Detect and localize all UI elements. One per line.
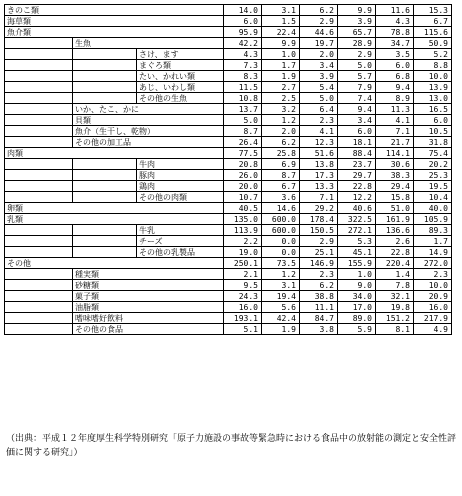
indent-cell	[73, 93, 137, 104]
table-row	[5, 126, 452, 137]
table-row	[5, 280, 452, 291]
table-row	[5, 159, 452, 170]
value-cell: 6.9	[262, 159, 300, 170]
value-cell: 1.2	[262, 269, 300, 280]
indent-cell	[73, 49, 137, 60]
row-label: その他の生魚	[137, 93, 224, 104]
value-cell: 8.8	[414, 60, 452, 71]
table-row	[5, 93, 452, 104]
indent-cell	[5, 49, 73, 60]
row-label: いか、たこ、かに	[73, 104, 224, 115]
value-cell: 9.4	[376, 82, 414, 93]
row-label: 豚肉	[137, 170, 224, 181]
indent-cell	[5, 159, 73, 170]
value-cell: 10.8	[224, 93, 262, 104]
table-row	[5, 313, 452, 324]
value-cell: 7.9	[338, 82, 376, 93]
value-cell: 2.7	[262, 82, 300, 93]
value-cell: 150.5	[300, 225, 338, 236]
value-cell: 7.1	[376, 126, 414, 137]
indent-cell	[73, 192, 137, 203]
value-cell: 1.5	[262, 16, 300, 27]
value-cell: 113.9	[224, 225, 262, 236]
value-cell: 29.2	[300, 203, 338, 214]
value-cell: 6.0	[414, 115, 452, 126]
value-cell: 20.2	[414, 159, 452, 170]
indent-cell	[73, 236, 137, 247]
value-cell: 2.0	[300, 49, 338, 60]
table-body	[5, 5, 452, 335]
value-cell: 65.7	[338, 27, 376, 38]
row-label: その他の肉類	[137, 192, 224, 203]
value-cell: 5.3	[338, 236, 376, 247]
row-label: 油脂類	[73, 302, 224, 313]
value-cell: 25.1	[300, 247, 338, 258]
value-cell: 5.1	[224, 324, 262, 335]
indent-cell	[73, 159, 137, 170]
value-cell: 44.6	[300, 27, 338, 38]
indent-cell	[5, 104, 73, 115]
value-cell: 22.8	[338, 181, 376, 192]
value-cell: 14.6	[262, 203, 300, 214]
value-cell: 6.0	[376, 60, 414, 71]
value-cell: 8.1	[376, 324, 414, 335]
value-cell: 7.3	[224, 60, 262, 71]
value-cell: 73.5	[262, 258, 300, 269]
value-cell: 4.9	[414, 324, 452, 335]
value-cell: 20.0	[224, 181, 262, 192]
indent-cell	[73, 60, 137, 71]
value-cell: 272.0	[414, 258, 452, 269]
value-cell: 20.9	[414, 291, 452, 302]
value-cell: 250.1	[224, 258, 262, 269]
value-cell: 22.8	[376, 247, 414, 258]
value-cell: 13.8	[300, 159, 338, 170]
value-cell: 7.8	[376, 280, 414, 291]
table-row	[5, 16, 452, 27]
row-label: 貝類	[73, 115, 224, 126]
value-cell: 88.4	[338, 148, 376, 159]
value-cell: 136.6	[376, 225, 414, 236]
value-cell: 51.6	[300, 148, 338, 159]
value-cell: 2.9	[338, 49, 376, 60]
value-cell: 600.0	[262, 214, 300, 225]
value-cell: 11.6	[376, 5, 414, 16]
value-cell: 34.7	[376, 38, 414, 49]
value-cell: 15.8	[376, 192, 414, 203]
value-cell: 600.0	[262, 225, 300, 236]
value-cell: 28.9	[338, 38, 376, 49]
value-cell: 2.6	[376, 236, 414, 247]
value-cell: 10.7	[224, 192, 262, 203]
value-cell: 40.6	[338, 203, 376, 214]
row-label: 牛肉	[137, 159, 224, 170]
indent-cell	[5, 269, 73, 280]
value-cell: 2.1	[224, 269, 262, 280]
source-note: （出典：平成１２年度厚生科学特別研究「原子力施設の事故等緊急時における食品中の放射能の測定と安全性評価に関する研究」）	[6, 434, 457, 458]
value-cell: 2.0	[262, 126, 300, 137]
value-cell: 3.5	[376, 49, 414, 60]
value-cell: 8.7	[262, 170, 300, 181]
value-cell: 30.6	[376, 159, 414, 170]
row-label: 砂糖類	[73, 280, 224, 291]
value-cell: 21.7	[376, 137, 414, 148]
value-cell: 75.4	[414, 148, 452, 159]
value-cell: 42.2	[224, 38, 262, 49]
table-row	[5, 258, 452, 269]
indent-cell	[5, 302, 73, 313]
indent-cell	[5, 313, 73, 324]
value-cell: 14.9	[414, 247, 452, 258]
value-cell: 1.9	[262, 324, 300, 335]
value-cell: 40.5	[224, 203, 262, 214]
row-label: 鶏肉	[137, 181, 224, 192]
value-cell: 18.1	[338, 137, 376, 148]
row-label: その他の加工品	[73, 137, 224, 148]
value-cell: 19.4	[262, 291, 300, 302]
value-cell: 8.9	[376, 93, 414, 104]
value-cell: 38.8	[300, 291, 338, 302]
value-cell: 6.4	[300, 104, 338, 115]
value-cell: 161.9	[376, 214, 414, 225]
table-row	[5, 148, 452, 159]
indent-cell	[5, 137, 73, 148]
indent-cell	[5, 324, 73, 335]
value-cell: 6.7	[414, 16, 452, 27]
table-row	[5, 60, 452, 71]
table-row	[5, 247, 452, 258]
value-cell: 1.4	[376, 269, 414, 280]
value-cell: 9.9	[338, 5, 376, 16]
value-cell: 4.1	[376, 115, 414, 126]
value-cell: 40.0	[414, 203, 452, 214]
value-cell: 0.0	[262, 247, 300, 258]
value-cell: 155.9	[338, 258, 376, 269]
value-cell: 2.3	[300, 269, 338, 280]
value-cell: 42.4	[262, 313, 300, 324]
row-label: 生魚	[73, 38, 224, 49]
value-cell: 6.2	[300, 5, 338, 16]
indent-cell	[5, 38, 73, 49]
value-cell: 9.0	[338, 280, 376, 291]
value-cell: 50.9	[414, 38, 452, 49]
value-cell: 11.3	[376, 104, 414, 115]
value-cell: 3.6	[262, 192, 300, 203]
value-cell: 9.4	[338, 104, 376, 115]
value-cell: 3.1	[262, 280, 300, 291]
row-label: 乳類	[5, 214, 224, 225]
value-cell: 51.0	[376, 203, 414, 214]
value-cell: 3.2	[262, 104, 300, 115]
value-cell: 32.1	[376, 291, 414, 302]
row-label: あじ、いわし類	[137, 82, 224, 93]
table-row	[5, 225, 452, 236]
value-cell: 2.2	[224, 236, 262, 247]
value-cell: 19.5	[414, 181, 452, 192]
row-label: チーズ	[137, 236, 224, 247]
value-cell: 3.4	[338, 115, 376, 126]
value-cell: 77.5	[224, 148, 262, 159]
value-cell: 114.1	[376, 148, 414, 159]
value-cell: 1.7	[262, 60, 300, 71]
value-cell: 6.0	[224, 16, 262, 27]
food-intake-table	[4, 4, 452, 335]
value-cell: 13.7	[224, 104, 262, 115]
value-cell: 272.1	[338, 225, 376, 236]
value-cell: 13.3	[300, 181, 338, 192]
value-cell: 16.0	[414, 302, 452, 313]
table-row	[5, 82, 452, 93]
value-cell: 29.7	[338, 170, 376, 181]
indent-cell	[5, 291, 73, 302]
value-cell: 6.7	[262, 181, 300, 192]
table-row	[5, 71, 452, 82]
indent-cell	[5, 82, 73, 93]
value-cell: 115.6	[414, 27, 452, 38]
value-cell: 220.4	[376, 258, 414, 269]
value-cell: 6.8	[376, 71, 414, 82]
value-cell: 5.0	[300, 93, 338, 104]
indent-cell	[5, 236, 73, 247]
value-cell: 5.4	[300, 82, 338, 93]
value-cell: 12.3	[300, 137, 338, 148]
table-row	[5, 104, 452, 115]
row-label: きのこ類	[5, 5, 224, 16]
value-cell: 89.0	[338, 313, 376, 324]
value-cell: 6.0	[338, 126, 376, 137]
indent-cell	[73, 71, 137, 82]
value-cell: 14.0	[224, 5, 262, 16]
table-row	[5, 137, 452, 148]
row-label: 肉類	[5, 148, 224, 159]
value-cell: 178.4	[300, 214, 338, 225]
row-label: 種実類	[73, 269, 224, 280]
value-cell: 2.9	[300, 16, 338, 27]
value-cell: 322.5	[338, 214, 376, 225]
value-cell: 3.8	[300, 324, 338, 335]
value-cell: 9.5	[224, 280, 262, 291]
table-row	[5, 203, 452, 214]
value-cell: 10.5	[414, 126, 452, 137]
table-row	[5, 324, 452, 335]
row-label: 海草類	[5, 16, 224, 27]
value-cell: 84.7	[300, 313, 338, 324]
value-cell: 25.3	[414, 170, 452, 181]
value-cell: 4.3	[224, 49, 262, 60]
indent-cell	[5, 280, 73, 291]
value-cell: 19.7	[300, 38, 338, 49]
value-cell: 3.4	[300, 60, 338, 71]
row-label: たい、かれい類	[137, 71, 224, 82]
row-label: その他の乳製品	[137, 247, 224, 258]
indent-cell	[73, 247, 137, 258]
value-cell: 19.0	[224, 247, 262, 258]
table-row	[5, 49, 452, 60]
value-cell: 17.3	[300, 170, 338, 181]
indent-cell	[73, 181, 137, 192]
row-label: さけ、ます	[137, 49, 224, 60]
value-cell: 45.1	[338, 247, 376, 258]
value-cell: 10.0	[414, 71, 452, 82]
indent-cell	[5, 247, 73, 258]
table-row	[5, 181, 452, 192]
value-cell: 6.2	[262, 137, 300, 148]
value-cell: 10.0	[414, 280, 452, 291]
value-cell: 105.9	[414, 214, 452, 225]
indent-cell	[5, 192, 73, 203]
value-cell: 4.3	[376, 16, 414, 27]
indent-cell	[5, 126, 73, 137]
value-cell: 13.0	[414, 93, 452, 104]
value-cell: 31.8	[414, 137, 452, 148]
value-cell: 9.9	[262, 38, 300, 49]
indent-cell	[5, 181, 73, 192]
value-cell: 1.9	[262, 71, 300, 82]
value-cell: 12.2	[338, 192, 376, 203]
table-row	[5, 192, 452, 203]
value-cell: 11.5	[224, 82, 262, 93]
value-cell: 2.5	[262, 93, 300, 104]
value-cell: 2.3	[414, 269, 452, 280]
row-label: その他	[5, 258, 224, 269]
value-cell: 151.2	[376, 313, 414, 324]
table-row	[5, 214, 452, 225]
value-cell: 6.2	[300, 280, 338, 291]
table-row	[5, 5, 452, 16]
value-cell: 10.4	[414, 192, 452, 203]
indent-cell	[5, 225, 73, 236]
value-cell: 13.9	[414, 82, 452, 93]
value-cell: 5.7	[338, 71, 376, 82]
value-cell: 78.8	[376, 27, 414, 38]
row-label: まぐろ類	[137, 60, 224, 71]
value-cell: 2.3	[300, 115, 338, 126]
value-cell: 95.9	[224, 27, 262, 38]
value-cell: 38.3	[376, 170, 414, 181]
value-cell: 5.9	[338, 324, 376, 335]
value-cell: 7.1	[300, 192, 338, 203]
table-row	[5, 291, 452, 302]
value-cell: 1.2	[262, 115, 300, 126]
row-label: 嗜味嗜好飲料	[73, 313, 224, 324]
row-label: 卵類	[5, 203, 224, 214]
value-cell: 23.7	[338, 159, 376, 170]
value-cell: 22.4	[262, 27, 300, 38]
value-cell: 19.8	[376, 302, 414, 313]
value-cell: 20.8	[224, 159, 262, 170]
value-cell: 7.4	[338, 93, 376, 104]
value-cell: 34.0	[338, 291, 376, 302]
value-cell: 29.4	[376, 181, 414, 192]
value-cell: 4.1	[300, 126, 338, 137]
indent-cell	[5, 93, 73, 104]
indent-cell	[5, 170, 73, 181]
value-cell: 5.6	[262, 302, 300, 313]
value-cell: 11.1	[300, 302, 338, 313]
indent-cell	[5, 71, 73, 82]
value-cell: 26.0	[224, 170, 262, 181]
value-cell: 193.1	[224, 313, 262, 324]
value-cell: 16.5	[414, 104, 452, 115]
table-row	[5, 236, 452, 247]
table-row	[5, 302, 452, 313]
value-cell: 3.1	[262, 5, 300, 16]
value-cell: 26.4	[224, 137, 262, 148]
row-label: 菓子類	[73, 291, 224, 302]
value-cell: 146.9	[300, 258, 338, 269]
indent-cell	[5, 115, 73, 126]
value-cell: 17.0	[338, 302, 376, 313]
value-cell: 16.0	[224, 302, 262, 313]
value-cell: 5.0	[338, 60, 376, 71]
row-label: その他の食品	[73, 324, 224, 335]
value-cell: 8.3	[224, 71, 262, 82]
indent-cell	[5, 60, 73, 71]
value-cell: 15.3	[414, 5, 452, 16]
indent-cell	[73, 170, 137, 181]
value-cell: 24.3	[224, 291, 262, 302]
value-cell: 2.9	[300, 236, 338, 247]
table-row	[5, 27, 452, 38]
value-cell: 1.0	[338, 269, 376, 280]
value-cell: 89.3	[414, 225, 452, 236]
table-row	[5, 269, 452, 280]
table-row	[5, 170, 452, 181]
table-row	[5, 38, 452, 49]
value-cell: 217.9	[414, 313, 452, 324]
indent-cell	[73, 225, 137, 236]
table-row	[5, 115, 452, 126]
value-cell: 3.9	[338, 16, 376, 27]
value-cell: 1.0	[262, 49, 300, 60]
row-label: 魚介類	[5, 27, 224, 38]
value-cell: 3.9	[300, 71, 338, 82]
value-cell: 1.7	[414, 236, 452, 247]
value-cell: 0.0	[262, 236, 300, 247]
value-cell: 25.8	[262, 148, 300, 159]
value-cell: 5.2	[414, 49, 452, 60]
row-label: 牛乳	[137, 225, 224, 236]
value-cell: 5.0	[224, 115, 262, 126]
value-cell: 8.7	[224, 126, 262, 137]
value-cell: 135.0	[224, 214, 262, 225]
indent-cell	[73, 82, 137, 93]
row-label: 魚介（生干し、乾物）	[73, 126, 224, 137]
